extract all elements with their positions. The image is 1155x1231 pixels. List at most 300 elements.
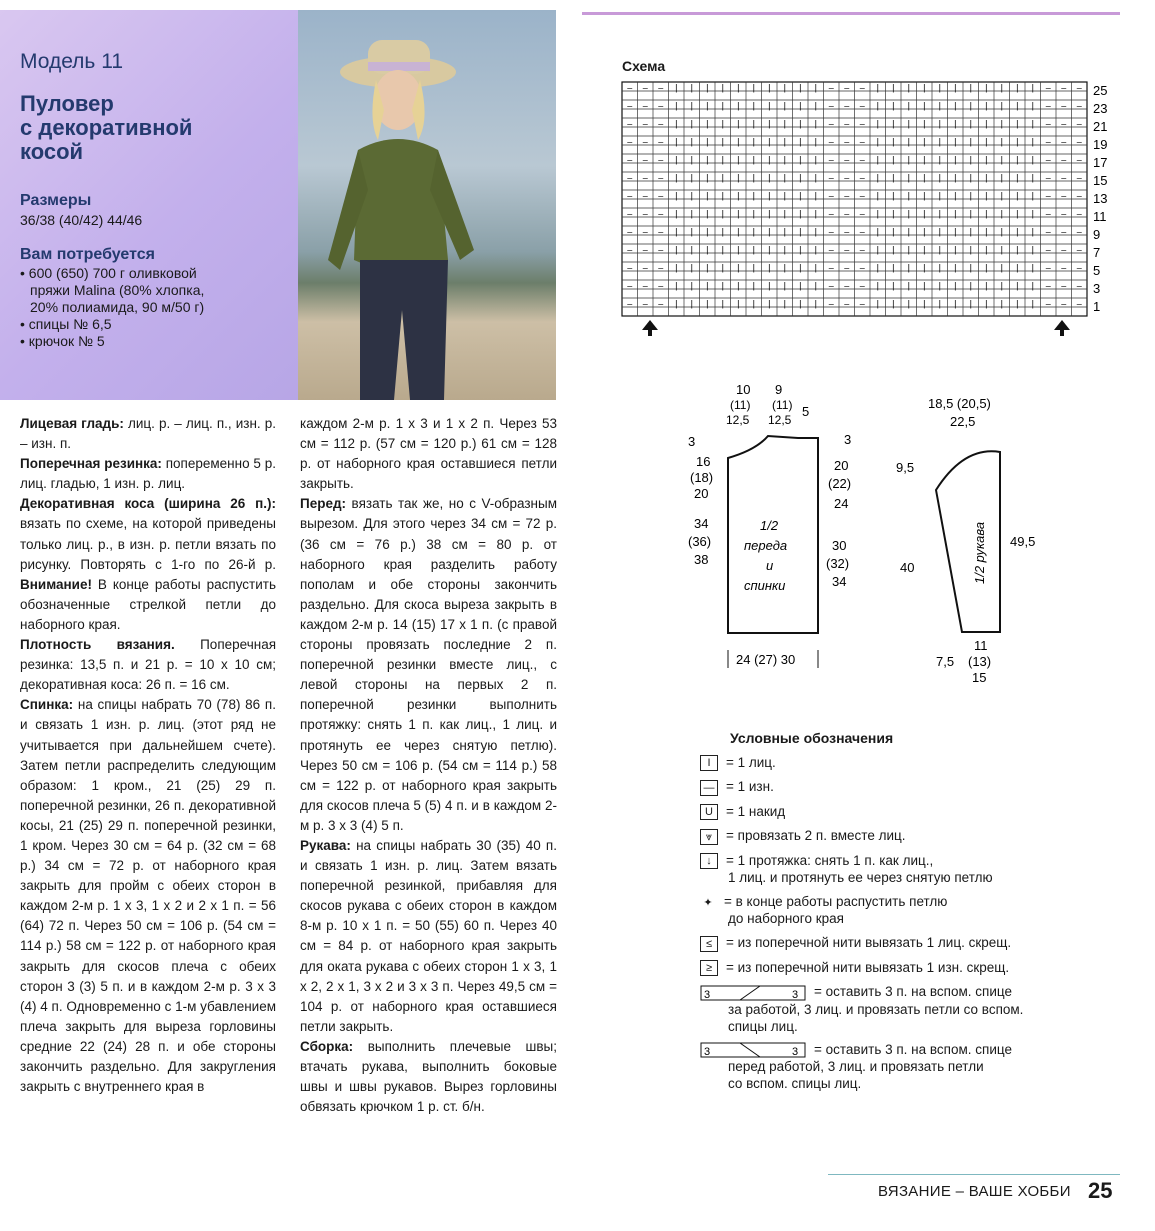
chart-cell-symbol: – xyxy=(1045,208,1051,219)
chart-cell-symbol: | xyxy=(1000,136,1003,147)
chart-cell-symbol: | xyxy=(1000,262,1003,273)
chart-cell-symbol: | xyxy=(690,172,693,183)
model-photo xyxy=(298,10,556,400)
chart-cell-symbol: | xyxy=(799,190,802,201)
chart-cell-symbol: | xyxy=(737,136,740,147)
chart-cell-symbol: | xyxy=(675,118,678,129)
chart-cell-symbol: | xyxy=(783,172,786,183)
dim-label: 9 xyxy=(775,382,783,397)
chart-cell-symbol: | xyxy=(799,262,802,273)
chart-cell-symbol: | xyxy=(706,190,709,201)
chart-cell-symbol: | xyxy=(721,244,724,255)
legend-text: перед работой, 3 лиц. и провязать петли xyxy=(728,1058,984,1074)
paragraph-heading: Сборка: xyxy=(300,1038,354,1054)
chart-cell-symbol: | xyxy=(737,154,740,165)
chart-cell-symbol: | xyxy=(706,172,709,183)
piece-label: переда xyxy=(744,538,788,553)
chart-cell-symbol: | xyxy=(892,190,895,201)
chart-cell-symbol: | xyxy=(799,280,802,291)
chart-cell-symbol: | xyxy=(1000,226,1003,237)
row-number: 21 xyxy=(1093,119,1108,134)
dim-label: 18,5 (20,5) xyxy=(928,396,991,411)
chart-cell-symbol: – xyxy=(828,262,834,273)
legend-text: = из поперечной нити вывязать 1 изн. скрещ. xyxy=(726,959,1010,975)
legend-item xyxy=(700,959,1120,976)
dim-label: 22,5 xyxy=(950,414,976,429)
arrow-right-stem xyxy=(1060,328,1064,336)
paragraph-text: вязать по схеме, на которой приведены только лиц. р., в изн. р. петли вязать по рисунку. Повторять с 1-го по 26-й р. xyxy=(20,516,276,572)
chart-cell-symbol: | xyxy=(737,172,740,183)
chart-cell-symbol: – xyxy=(828,136,834,147)
chart-cell-symbol: | xyxy=(706,100,709,111)
chart-cell-symbol: | xyxy=(954,262,957,273)
chart-cell-symbol: – xyxy=(1061,226,1067,237)
chart-cell-symbol: | xyxy=(814,154,817,165)
chart-cell-symbol: – xyxy=(828,226,834,237)
chart-cell-symbol: – xyxy=(1045,226,1051,237)
paragraph-heading: Декоративная коса (ширина 26 п.): xyxy=(20,496,276,512)
chart-cell-symbol: | xyxy=(892,136,895,147)
chart-cell-symbol: | xyxy=(985,280,988,291)
chart-cell-symbol: | xyxy=(1016,154,1019,165)
chart-cell-symbol: | xyxy=(923,298,926,309)
dim-label: (22) xyxy=(828,476,852,491)
chart-cell-symbol: | xyxy=(892,82,895,93)
chart-cell-symbol: – xyxy=(1076,280,1082,291)
chart-cell-symbol: | xyxy=(985,100,988,111)
chart-cell-symbol: – xyxy=(1061,154,1067,165)
chart-cell-symbol: | xyxy=(876,262,879,273)
chart-cell-symbol: | xyxy=(907,154,910,165)
scheme-title: Схема xyxy=(622,58,666,74)
instructions-column-2 xyxy=(300,414,557,1117)
chart-cell-symbol: | xyxy=(969,226,972,237)
chart-cell-symbol: | xyxy=(752,262,755,273)
chart-cell-symbol: | xyxy=(969,190,972,201)
chart-cell-symbol: | xyxy=(969,208,972,219)
chart-cell-symbol: | xyxy=(721,298,724,309)
chart-cell-symbol: | xyxy=(768,262,771,273)
dim-label: (32) xyxy=(826,556,850,571)
chart-cell-symbol: – xyxy=(642,82,648,93)
paragraph xyxy=(20,414,276,454)
dim-label: 3 xyxy=(844,432,852,447)
chart-cell-symbol: | xyxy=(907,298,910,309)
chart-cell-symbol: | xyxy=(954,136,957,147)
chart-cell-symbol: | xyxy=(737,226,740,237)
chart-cell-symbol: – xyxy=(658,82,664,93)
chart-cell-symbol: | xyxy=(923,280,926,291)
chart-cell-symbol: | xyxy=(1000,82,1003,93)
dim-label: 24 (27) 30 xyxy=(736,652,796,667)
chart-cell-symbol: | xyxy=(721,190,724,201)
chart-cell-symbol: | xyxy=(876,136,879,147)
chart-cell-symbol: – xyxy=(1076,226,1082,237)
chart-cell-symbol: | xyxy=(752,244,755,255)
row-number: 11 xyxy=(1093,209,1107,224)
row-number: 19 xyxy=(1093,137,1108,152)
chart-cell-symbol: | xyxy=(1016,190,1019,201)
chart-cell-symbol: | xyxy=(690,100,693,111)
row-number: 9 xyxy=(1093,227,1101,242)
chart-cell-symbol: | xyxy=(923,82,926,93)
chart-cell-symbol: | xyxy=(799,100,802,111)
chart-cell-symbol: | xyxy=(737,298,740,309)
chart-cell-symbol: | xyxy=(1000,172,1003,183)
chart-cell-symbol: – xyxy=(828,118,834,129)
chart-cell-symbol: | xyxy=(706,154,709,165)
legend-item xyxy=(700,827,1120,844)
piece-label: 1/2 рукава xyxy=(972,521,987,584)
chart-cell-symbol: | xyxy=(721,82,724,93)
chart-cell-symbol: | xyxy=(954,190,957,201)
chart-cell-symbol: – xyxy=(859,154,865,165)
chart-cell-symbol: | xyxy=(721,226,724,237)
chart-cell-symbol: | xyxy=(954,226,957,237)
chart-cell-symbol: | xyxy=(706,280,709,291)
chart-cell-symbol: | xyxy=(675,172,678,183)
chart-cell-symbol: – xyxy=(642,100,648,111)
chart-cell-symbol: – xyxy=(859,136,865,147)
legend-text: = оставить 3 п. на вспом. спице xyxy=(814,984,1012,1000)
paragraph-text: на спицы набрать 30 (35) 40 п. и связать 1 изн. р. лиц. Затем вязать поперечной резинкой, прибавляя для скосов рукава с обеих сторон в каждом 8-м р. 10 х 1 п. = 50 (55) 60 п. Через 40 см = 84 р. от наборного края закрыть для оката рукава с обеих сторон 1 х 3, 1 х 2, 2 х 1, 3 х 2 и 3 х 3 п. Через 49,5 см = 104 р. от наборного края оставшиеся петли закрыть. xyxy=(300,837,557,1034)
chart-cell-symbol: – xyxy=(859,172,865,183)
title-line: с декоративной xyxy=(20,115,193,140)
legend-item xyxy=(700,934,1120,951)
chart-cell-symbol: | xyxy=(907,100,910,111)
chart-cell-symbol: – xyxy=(828,154,834,165)
front-back-outline xyxy=(728,436,818,633)
chart-cell-symbol: – xyxy=(1061,136,1067,147)
paragraph-heading: Перед: xyxy=(300,496,347,512)
chart-cell-symbol: – xyxy=(859,280,865,291)
dim-label: 12,5 xyxy=(768,413,792,427)
chart-cell-symbol: | xyxy=(783,154,786,165)
chart-cell-symbol: | xyxy=(706,136,709,147)
chart-cell-symbol: | xyxy=(1016,118,1019,129)
chart-cell-symbol: | xyxy=(876,226,879,237)
chart-cell-symbol: | xyxy=(783,136,786,147)
row-number: 23 xyxy=(1093,101,1108,116)
chart-cell-symbol: – xyxy=(627,100,633,111)
paragraph xyxy=(300,494,557,836)
chart-cell-symbol: – xyxy=(859,262,865,273)
chart-cell-symbol: – xyxy=(1045,190,1051,201)
chart-cell-symbol: | xyxy=(814,172,817,183)
chart-cell-symbol: | xyxy=(737,118,740,129)
chart-cell-symbol: – xyxy=(627,154,633,165)
chart-cell-symbol: | xyxy=(799,244,802,255)
chart-cell-symbol: – xyxy=(1061,190,1067,201)
chart-cell-symbol: | xyxy=(768,190,771,201)
chart-cell-symbol: | xyxy=(892,172,895,183)
chart-cell-symbol: | xyxy=(799,118,802,129)
cable-number: 3 xyxy=(792,988,799,1001)
chart-cell-symbol: | xyxy=(923,172,926,183)
cable-number: 3 xyxy=(704,1045,711,1058)
chart-cell-symbol: | xyxy=(783,298,786,309)
chart-cell-symbol: | xyxy=(907,262,910,273)
chart-cell-symbol: | xyxy=(938,82,941,93)
legend-text: = 1 протяжка: снять 1 п. как лиц., xyxy=(726,852,934,868)
chart-grid xyxy=(622,82,1087,316)
legend-text: со вспом. спицы лиц. xyxy=(728,1075,862,1091)
row-number: 7 xyxy=(1093,245,1101,260)
top-accent-line xyxy=(582,12,1120,15)
chart-cell-symbol: | xyxy=(969,136,972,147)
chart-cell-symbol: | xyxy=(969,118,972,129)
chart-cell-symbol: – xyxy=(844,190,850,201)
chart-cell-symbol: | xyxy=(923,208,926,219)
chart-cell-symbol: – xyxy=(844,244,850,255)
chart-cell-symbol: – xyxy=(627,262,633,273)
legend-text: за работой, 3 лиц. и провязать петли со вспом. xyxy=(728,1001,1024,1017)
model-number: Модель 11 xyxy=(20,50,124,73)
dim-label: 15 xyxy=(972,670,987,685)
row-numbers xyxy=(1093,83,1107,314)
chart-cell-symbol: | xyxy=(923,154,926,165)
chart-cell-symbol: | xyxy=(969,298,972,309)
chart-cell-symbol: | xyxy=(783,244,786,255)
chart-cell-symbol: | xyxy=(768,82,771,93)
chart-cell-symbol: | xyxy=(1031,208,1034,219)
chart-cell-symbol: | xyxy=(799,172,802,183)
chart-cell-symbol: | xyxy=(737,82,740,93)
chart-cell-symbol: | xyxy=(1000,154,1003,165)
chart-cell-symbol: | xyxy=(1016,136,1019,147)
ssk-icon: ↓ xyxy=(700,853,718,869)
cable-number: 3 xyxy=(792,1045,799,1058)
paragraph-text: попеременно 5 р. лиц. гладью, 1 изн. р. лиц. xyxy=(20,456,276,492)
chart-cell-symbol: | xyxy=(675,280,678,291)
paragraph-text: В конце работы распустить обозначенные стрелкой петли до наборного края. xyxy=(20,576,276,632)
chart-cell-symbol: | xyxy=(690,280,693,291)
chart-cell-symbol: – xyxy=(1061,82,1067,93)
legend-item xyxy=(700,893,1120,927)
dim-label: 7,5 xyxy=(936,654,955,669)
chart-cell-symbol: | xyxy=(907,190,910,201)
paragraph-text: каждом 2-м р. 1 х 3 и 1 х 2 п. Через 53 см = 112 р. (57 см = 120 р.) 61 см = 128 р. от наборного края оставшиеся петли закрыть. xyxy=(300,416,557,492)
chart-cell-symbol: | xyxy=(954,298,957,309)
chart-cell-symbol: – xyxy=(1045,280,1051,291)
chart-cell-symbol: – xyxy=(627,190,633,201)
chart-cell-symbol: | xyxy=(768,208,771,219)
chart-cell-symbol: | xyxy=(690,262,693,273)
chart-cell-symbol: | xyxy=(923,136,926,147)
chart-cell-symbol: | xyxy=(1031,244,1034,255)
chart-cell-symbol: | xyxy=(938,118,941,129)
chart-cell-symbol: | xyxy=(690,244,693,255)
chart-cell-symbol: – xyxy=(1076,82,1082,93)
chart-cell-symbol: | xyxy=(969,244,972,255)
chart-cell-symbol: | xyxy=(985,262,988,273)
chart-cell-symbol: | xyxy=(876,190,879,201)
chart-cell-symbol: | xyxy=(954,100,957,111)
chart-cell-symbol: | xyxy=(721,154,724,165)
attention-label: Внимание! xyxy=(20,576,92,592)
chart-cell-symbol: – xyxy=(642,190,648,201)
chart-cell-symbol: | xyxy=(814,208,817,219)
legend-text: = 1 накид xyxy=(726,803,786,819)
chart-cell-symbol: | xyxy=(923,262,926,273)
chart-cell-symbol: – xyxy=(658,154,664,165)
chart-cell-symbol: | xyxy=(892,100,895,111)
dim-label: 30 xyxy=(832,538,847,553)
chart-cell-symbol: – xyxy=(658,262,664,273)
dim-label: 12,5 xyxy=(726,413,750,427)
chart-cell-symbol: – xyxy=(1076,172,1082,183)
title-line: косой xyxy=(20,139,84,164)
purl-stitch-icon: — xyxy=(700,780,718,796)
chart-cell-symbol: | xyxy=(876,172,879,183)
chart-cell-symbol: | xyxy=(938,244,941,255)
chart-cell-symbol: | xyxy=(690,190,693,201)
chart-cell-symbol: | xyxy=(768,172,771,183)
chart-cell-symbol: | xyxy=(706,208,709,219)
chart-cell-symbol: – xyxy=(859,298,865,309)
dim-label: 40 xyxy=(900,560,915,575)
chart-cell-symbol: | xyxy=(721,118,724,129)
dim-label: 49,5 xyxy=(1010,534,1036,549)
chart-cell-symbol: – xyxy=(627,298,633,309)
chart-cell-symbol: | xyxy=(799,154,802,165)
chart-cell-symbol: | xyxy=(1000,244,1003,255)
chart-cell-symbol: – xyxy=(658,100,664,111)
chart-cell-symbol: | xyxy=(783,226,786,237)
chart-cell-symbol: | xyxy=(985,118,988,129)
chart-cell-symbol: | xyxy=(783,280,786,291)
chart-cell-symbol: – xyxy=(859,100,865,111)
chart-cell-symbol: | xyxy=(814,136,817,147)
chart-cell-symbol: | xyxy=(985,226,988,237)
chart-cell-symbol: | xyxy=(706,262,709,273)
chart-cell-symbol: – xyxy=(844,118,850,129)
chart-cell-symbol: – xyxy=(1076,244,1082,255)
chart-cell-symbol: – xyxy=(859,226,865,237)
chart-cell-symbol: | xyxy=(768,118,771,129)
chart-cell-symbol: – xyxy=(844,226,850,237)
chart-cell-symbol: | xyxy=(969,100,972,111)
chart-cell-symbol: – xyxy=(1045,118,1051,129)
chart-cell-symbol: – xyxy=(828,298,834,309)
dim-label: 16 xyxy=(696,454,711,469)
chart-cell-symbol: | xyxy=(768,154,771,165)
chart-cell-symbol: – xyxy=(1061,118,1067,129)
chart-cell-symbol: | xyxy=(907,82,910,93)
chart-cell-symbol: | xyxy=(938,280,941,291)
chart-cell-symbol: | xyxy=(876,118,879,129)
dim-label: 20 xyxy=(694,486,709,501)
chart-cell-symbol: – xyxy=(658,190,664,201)
chart-cell-symbol: | xyxy=(876,100,879,111)
chart-cell-symbol: | xyxy=(938,226,941,237)
chart-cell-symbol: – xyxy=(1045,298,1051,309)
paragraph xyxy=(20,635,276,695)
chart-cell-symbol: | xyxy=(985,136,988,147)
materials-heading: Вам потребуется xyxy=(20,246,155,263)
chart-cell-symbol: | xyxy=(985,82,988,93)
dim-label: (11) xyxy=(772,398,793,412)
chart-cell-symbol: – xyxy=(658,172,664,183)
chart-cell-symbol: | xyxy=(690,226,693,237)
cable-back-icon xyxy=(700,985,806,1001)
legend-text: 1 лиц. и протянуть ее через снятую петлю xyxy=(728,870,993,886)
chart-cell-symbol: | xyxy=(752,190,755,201)
chart-cell-symbol: | xyxy=(783,118,786,129)
dim-label: 34 xyxy=(694,516,709,531)
chart-cell-symbol: | xyxy=(706,226,709,237)
chart-cell-symbol: | xyxy=(690,298,693,309)
legend-item xyxy=(700,803,1120,820)
row-number: 13 xyxy=(1093,191,1108,206)
paragraph-heading: Плотность вязания. xyxy=(20,637,175,653)
chart-cell-symbol: | xyxy=(814,280,817,291)
chart-cell-symbol: | xyxy=(814,100,817,111)
title-line: Пуловер xyxy=(20,91,114,116)
chart-cell-symbol: | xyxy=(985,298,988,309)
chart-cell-symbol: – xyxy=(859,244,865,255)
front-back-schematic xyxy=(680,378,880,688)
chart-cell-symbol: | xyxy=(737,190,740,201)
chart-cell-symbol: – xyxy=(844,154,850,165)
chart-cell-symbol: | xyxy=(954,244,957,255)
chart-cell-symbol: – xyxy=(844,262,850,273)
chart-cell-symbol: – xyxy=(1076,100,1082,111)
chart-cell-symbol: – xyxy=(1061,100,1067,111)
chart-cell-symbol: | xyxy=(892,118,895,129)
chart-cell-symbol: – xyxy=(1061,262,1067,273)
chart-cell-symbol: | xyxy=(876,298,879,309)
chart-cell-symbol: | xyxy=(675,100,678,111)
chart-cell-symbol: | xyxy=(907,136,910,147)
chart-cell-symbol: | xyxy=(1016,208,1019,219)
chart-cell-symbol: | xyxy=(938,190,941,201)
chart-cell-symbol: | xyxy=(690,136,693,147)
chart-cell-symbol: | xyxy=(923,244,926,255)
chart-cell-symbol: | xyxy=(690,118,693,129)
paragraph-text: лиц. р. – лиц. п., изн. р. – изн. п. xyxy=(20,416,276,452)
paragraph-heading: Лицевая гладь: xyxy=(20,416,124,431)
row-number: 1 xyxy=(1093,299,1101,314)
chart-cell-symbol: | xyxy=(1031,118,1034,129)
chart-cell-symbol: | xyxy=(1031,226,1034,237)
chart-cell-symbol: – xyxy=(658,226,664,237)
chart-cell-symbol: – xyxy=(844,82,850,93)
chart-cell-symbol: – xyxy=(844,100,850,111)
chart-cell-symbol: – xyxy=(1076,208,1082,219)
paragraph xyxy=(20,454,276,494)
materials-item: • 600 (650) 700 г оливковой xyxy=(20,265,197,281)
chart-cell-symbol: | xyxy=(1000,298,1003,309)
chart-cell-symbol: | xyxy=(1016,298,1019,309)
chart-cell-symbol: – xyxy=(828,280,834,291)
paragraph xyxy=(300,414,557,494)
chart-cell-symbol: – xyxy=(1061,244,1067,255)
chart-cell-symbol: – xyxy=(642,226,648,237)
chart-cell-symbol: | xyxy=(752,100,755,111)
dim-label: (18) xyxy=(690,470,714,485)
chart-cell-symbol: – xyxy=(828,244,834,255)
chart-cell-symbol: | xyxy=(907,208,910,219)
chart-cell-symbol: | xyxy=(675,208,678,219)
chart-cell-symbol: | xyxy=(907,280,910,291)
chart-cell-symbol: | xyxy=(814,190,817,201)
chart-cell-symbol: | xyxy=(1016,226,1019,237)
piece-label: 1/2 xyxy=(760,518,779,533)
chart-cell-symbol: | xyxy=(907,226,910,237)
chart-cell-symbol: | xyxy=(1000,100,1003,111)
chart-cell-symbol: | xyxy=(814,298,817,309)
